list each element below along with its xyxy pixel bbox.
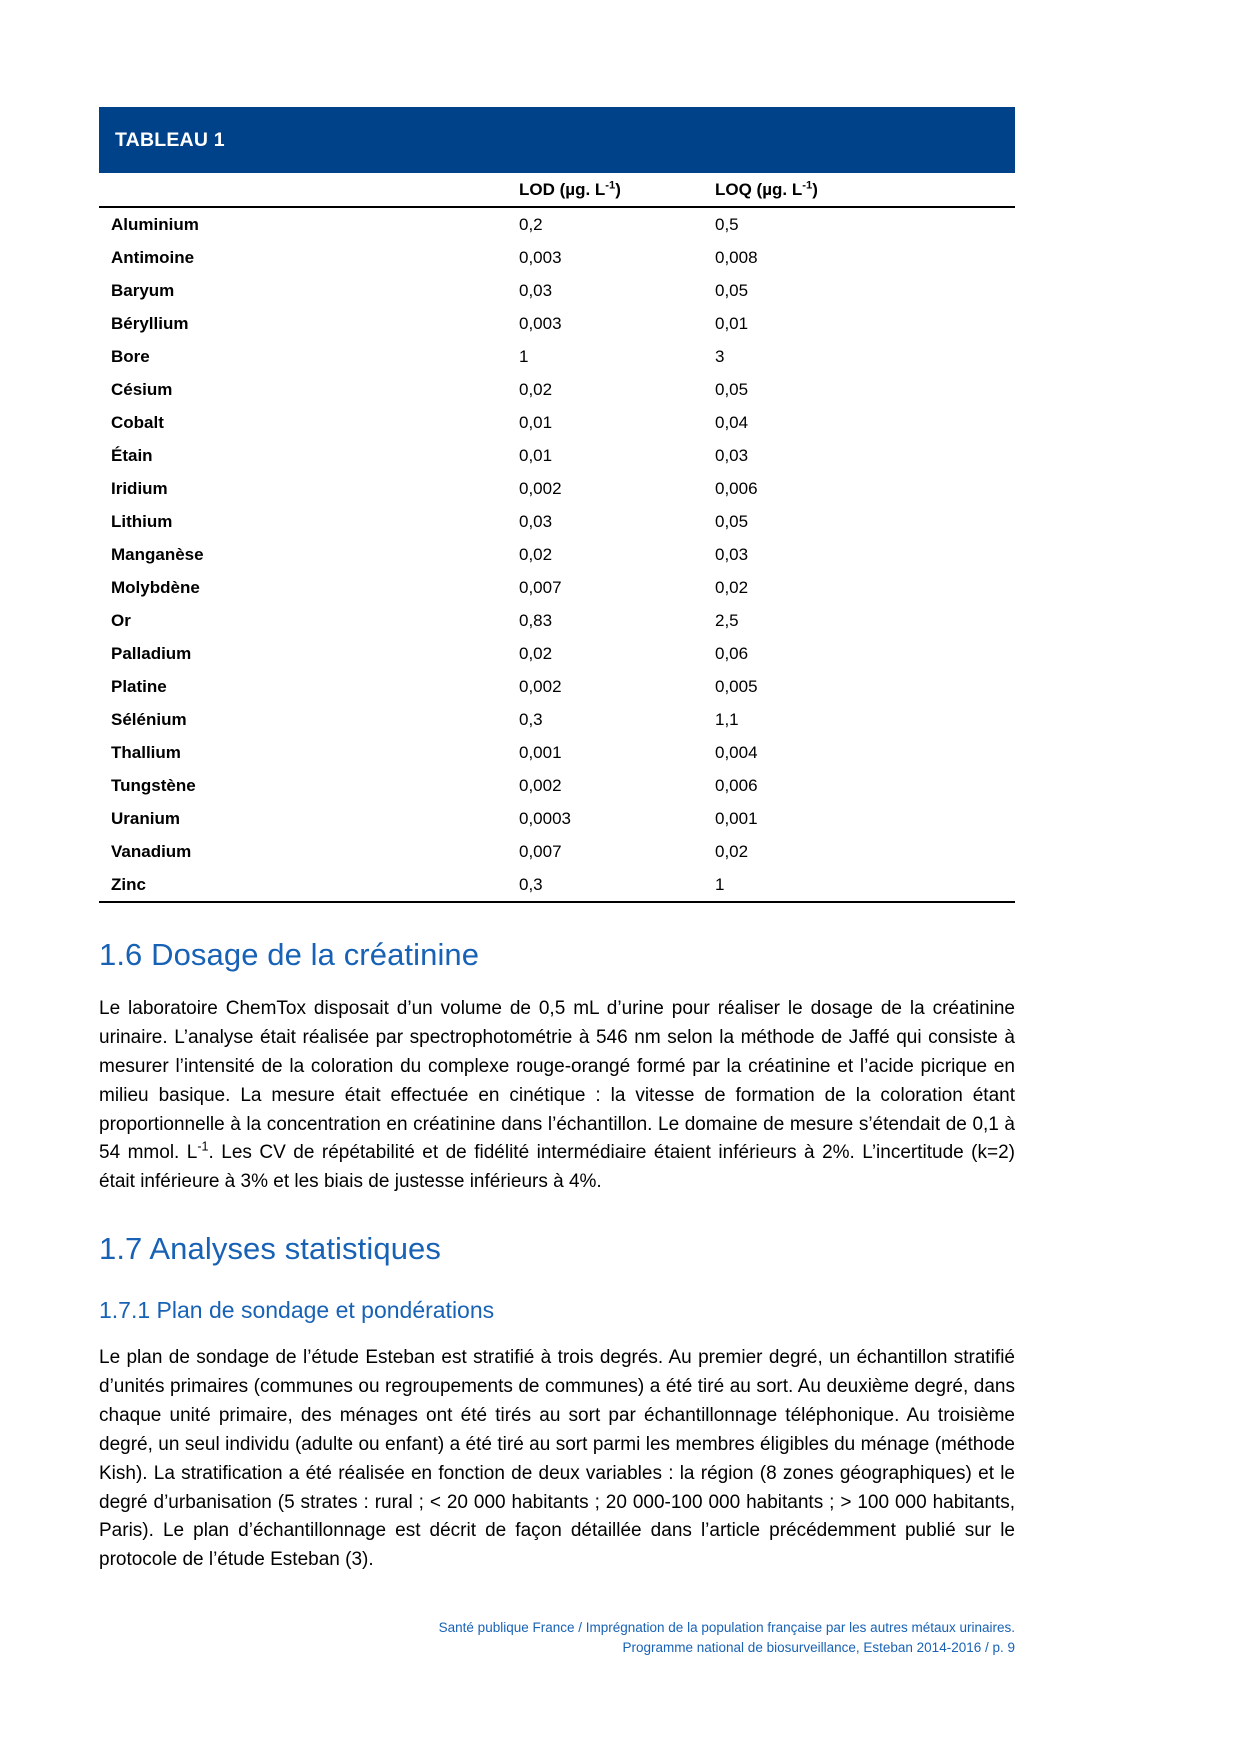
table-cell-element: Vanadium [111, 841, 192, 861]
table-row [99, 670, 1015, 703]
table-row [99, 472, 1015, 505]
footer-line-2: Programme national de biosurveillance, Esteban 2014-2016 / p. 9 [622, 1640, 1015, 1656]
table-row [99, 340, 1015, 373]
table-cell-loq: 0,005 [715, 676, 758, 696]
page-content [99, 107, 1015, 1591]
table-row [99, 571, 1015, 604]
table-row [99, 307, 1015, 340]
table-row [99, 637, 1015, 670]
table-cell-element: Étain [111, 445, 153, 465]
table-cell-element: Molybdène [111, 577, 200, 597]
table-cell-loq: 0,03 [715, 544, 749, 564]
table-header-row [99, 173, 1015, 207]
paragraph-creatinine-part2: . Les CV de répétabilité et de fidélité intermédiaire étaient inférieurs à 2%. L’incertitude (k=2) était inférieure à 3% et les biais de justesse inférieurs à 4%. [99, 1142, 1015, 1193]
table-cell-lod: 0,002 [519, 676, 562, 696]
table-row [99, 274, 1015, 307]
table-cell-loq: 0,05 [715, 511, 749, 531]
table-cell-element: Uranium [111, 808, 180, 828]
table-row [99, 769, 1015, 802]
table-cell-element: Palladium [111, 643, 192, 663]
table-cell-loq: 3 [715, 346, 725, 366]
table-row [99, 736, 1015, 769]
table-cell-lod: 0,2 [519, 214, 543, 234]
table-row [99, 835, 1015, 868]
loq-header-exponent: -1 [802, 179, 813, 192]
table-caption-label: TABLEAU 1 [115, 129, 225, 151]
table-row [99, 439, 1015, 472]
table-cell-loq: 0,05 [715, 379, 749, 399]
table-cell-element: Baryum [111, 280, 175, 300]
table-cell-lod: 0,002 [519, 478, 562, 498]
table-cell-loq: 0,006 [715, 478, 758, 498]
table-row [99, 538, 1015, 571]
section-heading-1-6: 1.6 Dosage de la créatinine [99, 937, 480, 972]
table-cell-element: Manganèse [111, 544, 204, 564]
table-cell-element: Zinc [111, 874, 146, 894]
table-row [99, 373, 1015, 406]
table-row [99, 505, 1015, 538]
paragraph-creatinine-part1: Le laboratoire ChemTox disposait d’un volume de 0,5 mL d’urine pour réaliser le dosage de la créatinine urinaire. L’analyse était réalisée par spectrophotométrie à 546 nm selon la méthode de Jaffé qui consiste à mesurer l’intensité de la coloration du complexe rouge-orangé formé par la créatinine et l’acide picrique en milieu basique. La mesure était effectuée en cinétique : la vitesse de formation de la coloration étant proportionnelle à la concentration en créatinine dans l’échantillon. Le domaine de mesure s’étendait de 0,1 à 54 mmol. L [99, 998, 1015, 1164]
table-cell-element: Césium [111, 379, 173, 399]
table-cell-lod: 1 [519, 346, 529, 366]
table-cell-lod: 0,01 [519, 412, 553, 432]
table-cell-element: Aluminium [111, 214, 199, 234]
table-cell-loq: 1 [715, 874, 725, 894]
table-cell-lod: 0,007 [519, 841, 562, 861]
table-cell-lod: 0,003 [519, 247, 562, 267]
table-row [99, 241, 1015, 274]
table-cell-loq: 0,004 [715, 742, 758, 762]
table-cell-loq: 0,01 [715, 313, 749, 333]
table-cell-element: Sélénium [111, 709, 187, 729]
table-cell-lod: 0,03 [519, 511, 553, 531]
paragraph-creatinine-exponent: -1 [197, 1140, 209, 1155]
table-cell-lod: 0,02 [519, 544, 553, 564]
lod-header-suffix: ) [615, 180, 621, 199]
table-cell-loq: 0,008 [715, 247, 758, 267]
subsection-heading-1-7-1: 1.7.1 Plan de sondage et pondérations [99, 1297, 495, 1324]
paragraph-sampling-plan: Le plan de sondage de l’étude Esteban est stratifié à trois degrés. Au premier degré, un échantillon stratifié d’unités primaires (communes ou regroupements de communes) a été tiré au sort. Au deuxième degré, dans chaque unité primaire, des ménages ont été tirés au sort par échantillonnage téléphonique. Au troisième degré, un seul individu (adulte ou enfant) a été tiré au sort parmi les membres éligibles du ménage (méthode Kish). La stratification a été réalisée en fonction de deux variables : la région (8 zones géographiques) et le degré d’urbanisation (5 strates : rural ; < 20 000 habitants ; 20 000-100 000 habitants ; > 100 000 habitants, Paris). Le plan d’échantillonnage est décrit de façon détaillée dans l’article précédemment publié sur le protocole de l’étude Esteban (3). [99, 1347, 1015, 1571]
table-cell-element: Cobalt [111, 412, 164, 432]
table-cell-loq: 0,006 [715, 775, 758, 795]
table-cell-lod: 0,002 [519, 775, 562, 795]
table-cell-element: Tungstène [111, 775, 196, 795]
table-row [99, 868, 1015, 901]
table-cell-lod: 0,0003 [519, 808, 571, 828]
table-cell-loq: 0,02 [715, 577, 749, 597]
table-row [99, 703, 1015, 736]
table-row [99, 802, 1015, 835]
table-bottom-rule [99, 901, 1015, 903]
table-cell-lod: 0,02 [519, 379, 553, 399]
table-cell-lod: 0,003 [519, 313, 562, 333]
table-cell-lod: 0,01 [519, 445, 553, 465]
table-cell-element: Antimoine [111, 247, 195, 267]
table-cell-element: Béryllium [111, 313, 189, 333]
lod-header-exponent: -1 [605, 179, 616, 192]
table-cell-element: Thallium [111, 742, 181, 762]
table-row [99, 604, 1015, 637]
table-cell-loq: 0,5 [715, 214, 739, 234]
table-cell-element: Platine [111, 676, 167, 696]
table-cell-element: Iridium [111, 478, 168, 498]
loq-header-prefix: LOQ (µg. L [715, 180, 803, 199]
loq-header-suffix: ) [812, 180, 818, 199]
table-body [99, 207, 1015, 901]
table-cell-loq: 0,02 [715, 841, 749, 861]
table-cell-loq: 0,04 [715, 412, 749, 432]
lod-loq-table [99, 173, 1015, 901]
table-caption-banner [99, 107, 1015, 173]
table-row [99, 207, 1015, 241]
table-cell-lod: 0,3 [519, 709, 543, 729]
paragraph-creatinine [99, 995, 1015, 1197]
table-cell-loq: 0,001 [715, 808, 758, 828]
column-header-lod [519, 173, 715, 207]
table-cell-loq: 1,1 [715, 709, 739, 729]
table-cell-lod: 0,007 [519, 577, 562, 597]
table-cell-lod: 0,83 [519, 610, 553, 630]
table-row [99, 406, 1015, 439]
table-cell-lod: 0,02 [519, 643, 553, 663]
table-cell-lod: 0,03 [519, 280, 553, 300]
column-header-element [99, 173, 519, 207]
table-cell-element: Lithium [111, 511, 173, 531]
footer-line-1: Santé publique France / Imprégnation de la population française par les autres métaux urinaires. [438, 1620, 1015, 1635]
table-cell-element: Bore [111, 346, 150, 366]
table-cell-lod: 0,3 [519, 874, 543, 894]
section-heading-1-7: 1.7 Analyses statistiques [99, 1231, 441, 1267]
table-cell-loq: 2,5 [715, 610, 739, 630]
page-footer [99, 1618, 1015, 1659]
table-cell-element: Or [111, 610, 131, 630]
lod-header-prefix: LOD (µg. L [519, 180, 606, 199]
column-header-loq [715, 173, 1015, 207]
table-head [99, 173, 1015, 207]
table-cell-loq: 0,06 [715, 643, 749, 663]
table-cell-loq: 0,05 [715, 280, 749, 300]
table-cell-lod: 0,001 [519, 742, 562, 762]
table-cell-loq: 0,03 [715, 445, 749, 465]
